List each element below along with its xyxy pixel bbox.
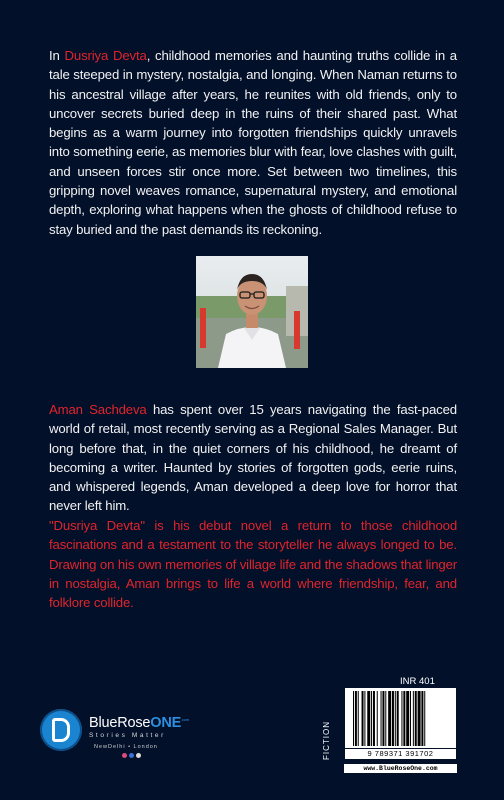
book-blurb [49, 46, 457, 239]
barcode-bar [355, 691, 357, 746]
barcode-bar [381, 691, 382, 746]
barcode-bar [367, 691, 370, 746]
barcode-bar [406, 691, 409, 746]
social-icons [122, 753, 141, 758]
barcode-bar [388, 691, 391, 746]
price-label: INR 401 [400, 676, 435, 687]
barcode-bar [358, 691, 359, 746]
x-icon [136, 753, 141, 758]
barcode-bar [385, 691, 386, 746]
debut-paragraph: "Dusriya Devta" is his debut novel a return to those childhood fascinations and a testament to the storyteller he always longed to be. Drawing on his own memories of village life and the shadows that linger in nostalgia, Aman brings to life a world where friendship, fear, and folklore collide. [49, 518, 457, 611]
barcode-bar [395, 691, 396, 746]
bio-text: has spent over 15 years navigating the fast-paced world of retail, most recently serving as a Regional Sales Manager. But long before that, in the quiet corners of his childhood, he dreamt of becoming a writer. Haunted by stories of forgotten gods, eerie ruins, and whispered legends, Aman developed a deep love for horror that never left him. [49, 402, 457, 514]
barcode-bar [403, 691, 405, 746]
publisher-tagline: Stories Matter [89, 732, 166, 739]
author-bio [49, 400, 457, 516]
author-name-highlight: Aman Sachdeva [49, 402, 147, 417]
bluerose-b-icon [40, 709, 82, 751]
barcode-bar [401, 691, 402, 746]
blurb-prefix: In [49, 48, 65, 63]
author-photo [196, 256, 308, 368]
barcode-bar [373, 691, 375, 746]
barcode-bar [377, 691, 378, 746]
barcode-bar [362, 691, 364, 746]
barcode-bar [364, 691, 365, 746]
blurb-text: , childhood memories and haunting truths collide in a tale steeped in mystery, nostalgia, and longing. When Naman returns to his ancestral village after years, he reunites with old friends, only to uncover secrets buried deep in the ruins of their shared past. What begins as a warm journey into forgotten friendships quickly unravels into something eerie, as memories blur with fear, love clashes with guilt, and unseen forces stir once more. Set between two timelines, this gripping novel weaves romance, supernatural mystery, and emotional depth, exploring what happens when the ghosts of childhood refuse to stay buried and the past demands its reckoning. [49, 48, 457, 237]
barcode-bar [392, 691, 394, 746]
barcode-bar [371, 691, 372, 746]
barcode-bar [424, 691, 425, 746]
isbn-number: 9 789371 391702 [345, 749, 456, 759]
barcode-bar [415, 691, 417, 746]
barcode-bar [418, 691, 421, 746]
barcode-bar [382, 691, 384, 746]
barcode-bar [410, 691, 411, 746]
publisher-cities: NewDelhi • London [94, 744, 158, 750]
publisher-name: BlueRoseONE$^{.com}$ [89, 715, 189, 731]
book-title-highlight: Dusriya Devta [64, 48, 147, 63]
barcode-bar [397, 691, 399, 746]
facebook-icon [129, 753, 134, 758]
isbn-barcode [345, 688, 456, 748]
barcode-bar [353, 691, 354, 746]
barcode-bar [413, 691, 414, 746]
publisher-website: www.BlueRoseOne.com [344, 764, 457, 773]
genre-label: FICTION [322, 721, 331, 760]
barcode-bar [421, 691, 423, 746]
instagram-icon [122, 753, 127, 758]
publisher-logo [40, 707, 210, 767]
